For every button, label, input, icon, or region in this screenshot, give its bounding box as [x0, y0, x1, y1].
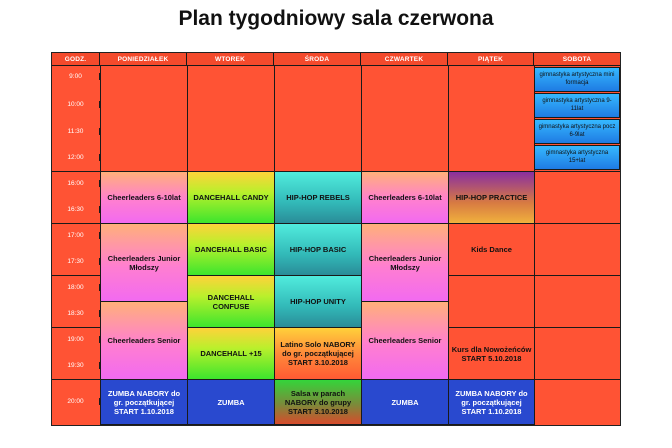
- class-block-monday: Cheerleaders 6-10lat: [100, 171, 188, 224]
- class-block-monday: ZUMBA NABORY do gr. początkującej START 1.10.2018: [100, 379, 188, 425]
- header-thursday: CZWARTEK: [361, 53, 448, 66]
- time-label: 12:00: [52, 154, 100, 161]
- header-friday: PIĄTEK: [448, 53, 534, 66]
- class-block-friday: Kids Dance: [448, 223, 535, 276]
- class-block-saturday: gimnastyka artystyczna 9-11lat: [534, 93, 620, 118]
- header-tuesday: WTOREK: [187, 53, 274, 66]
- class-block-thursday: Cheerleaders Junior Młodszy: [361, 223, 449, 302]
- class-block-thursday: ZUMBA: [361, 379, 449, 425]
- header-saturday: SOBOTA: [534, 53, 620, 66]
- page-title: Plan tygodniowy sala czerwona: [178, 7, 494, 30]
- class-block-monday: Cheerleaders Senior: [100, 301, 188, 380]
- class-block-friday: HIP-HOP PRACTICE: [448, 171, 535, 224]
- time-label: 18:00: [52, 284, 100, 291]
- header-hour: GODZ.: [52, 53, 100, 66]
- class-block-wednesday: HIP-HOP REBELS: [274, 171, 362, 224]
- time-label: 17:30: [52, 258, 100, 265]
- class-block-tuesday: DANCEHALL CANDY: [187, 171, 275, 224]
- class-block-tuesday: ZUMBA: [187, 379, 275, 425]
- class-block-saturday: gimnastyka artystyczna pocz 6-9lat: [534, 119, 620, 144]
- class-block-saturday: gimnastyka artystyczna 15+lat: [534, 145, 620, 170]
- class-block-thursday: Cheerleaders 6-10lat: [361, 171, 449, 224]
- class-block-tuesday: DANCEHALL CONFUSE: [187, 275, 275, 328]
- time-label: 16:00: [52, 180, 100, 187]
- schedule-grid: [51, 52, 621, 426]
- time-label: 11:30: [52, 128, 100, 135]
- class-block-tuesday: DANCEHALL BASIC: [187, 223, 275, 276]
- class-block-wednesday: HIP-HOP BASIC: [274, 223, 362, 276]
- class-block-thursday: Cheerleaders Senior: [361, 301, 449, 380]
- class-block-friday: Kurs dla Nowożeńców START 5.10.2018: [448, 327, 535, 380]
- class-block-wednesday: Latino Solo NABORY do gr. początkującej START 3.10.2018: [274, 327, 362, 380]
- class-block-tuesday: DANCEHALL +15: [187, 327, 275, 380]
- class-block-wednesday: HIP-HOP UNITY: [274, 275, 362, 328]
- time-label: 10:00: [52, 101, 100, 108]
- time-label: 19:00: [52, 336, 100, 343]
- class-block-wednesday: Salsa w parach NABORY do grupy START 3.10.2018: [274, 379, 362, 425]
- time-label: 17:00: [52, 232, 100, 239]
- time-label: 16:30: [52, 206, 100, 213]
- header-wednesday: ŚRODA: [274, 53, 361, 66]
- class-block-friday: ZUMBA NABORY do gr. początkującej START 1.10.2018: [448, 379, 535, 425]
- class-block-monday: Cheerleaders Junior Młodszy: [100, 223, 188, 302]
- header-monday: PONIEDZIAŁEK: [100, 53, 187, 66]
- class-block-saturday: gimnastyka artystyczna mini formacja: [534, 67, 620, 92]
- time-label: 9:00: [52, 73, 100, 80]
- time-label: 19:30: [52, 362, 100, 369]
- time-label: 20:00: [52, 398, 100, 405]
- time-label: 18:30: [52, 310, 100, 317]
